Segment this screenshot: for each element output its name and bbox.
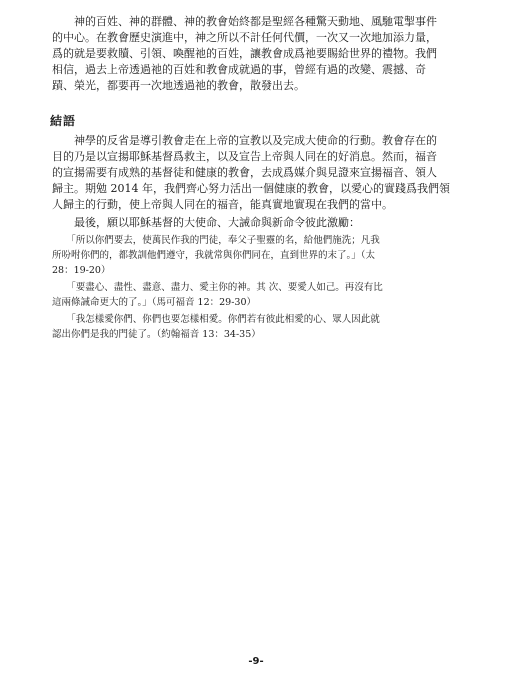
text-line: 人歸主的行動，使上帝與人同在的福音，能真實地實現在我們的當中。 (52, 198, 393, 211)
text-line: 28：19-20） (52, 265, 111, 276)
text-line: 神學的反省是導引教會走在上帝的宣教以及完成大使命的行動。教會存在的 (52, 134, 437, 147)
paragraph-church-center (52, 14, 472, 94)
text-line: 的中心。在教會歷史演進中，神之所以不計任何代價，一次又一次地加添力量， (52, 31, 437, 44)
paragraph-final-exhortation (52, 215, 472, 231)
quote-new-command (52, 312, 472, 342)
text-line: 的宣揚需要有成熟的基督徒和健康的教會，去成爲媒介與見證來宣揚福音、領人 (52, 166, 437, 179)
quote-great-commandment (52, 280, 472, 310)
text-line: 目的乃是以宣揚耶穌基督爲救主，以及宣告上帝與人同在的好消息。然而，福音 (52, 150, 437, 163)
text-line: 這兩條誡命更大的了。」（馬可福音 12：29-30） (52, 297, 256, 308)
text-line: 相信，過去上帝透過祂的百姓和教會成就過的事，曾經有過的改變、震撼、奇 (52, 63, 426, 76)
paragraph-theological-reflection (52, 133, 472, 213)
text-line: 「我怎樣愛你們、你們也要怎樣相愛。你們若有彼此相愛的心、眾人因此就 (52, 314, 380, 325)
text-line: 爲的就是要救贖、引領、喚醒祂的百姓，讓教會成爲祂要賜給世界的禮物。我們 (52, 47, 437, 60)
text-line: 歸主。期勉 2014 年，我們齊心努力活出一個健康的教會，以愛心的實踐爲我們領 (52, 182, 450, 195)
text-line: 蹟、榮光，都要再一次地透過祂的教會，散發出去。 (52, 79, 305, 92)
quote-great-commission (52, 233, 472, 278)
text-line: 「要盡心、盡性、盡意、盡力、愛主你的神。其 次、要愛人如己。再沒有比 (52, 282, 383, 293)
text-line: 最後，願以耶穌基督的大使命、大誡命與新命令彼此激勵： (52, 216, 360, 229)
text-line: 「所以你們要去，使萬民作我的門徒，奉父子聖靈的名，給他們施洗；凡我 (52, 235, 380, 246)
text-line: 所吩咐你們的，都教訓他們遵守，我就常與你們同在，直到世界的末了。」（太 (52, 250, 376, 261)
page-number: -9- (248, 656, 264, 667)
text-line: 神的百姓、神的群體、神的教會始終都是聖經各種驚天動地、風馳電掣事件 (52, 15, 437, 28)
text-line: 認出你們是我的門徒了。（約翰福音 13：34-35） (52, 329, 261, 340)
section-heading-conclusion: 結語 (50, 114, 77, 128)
